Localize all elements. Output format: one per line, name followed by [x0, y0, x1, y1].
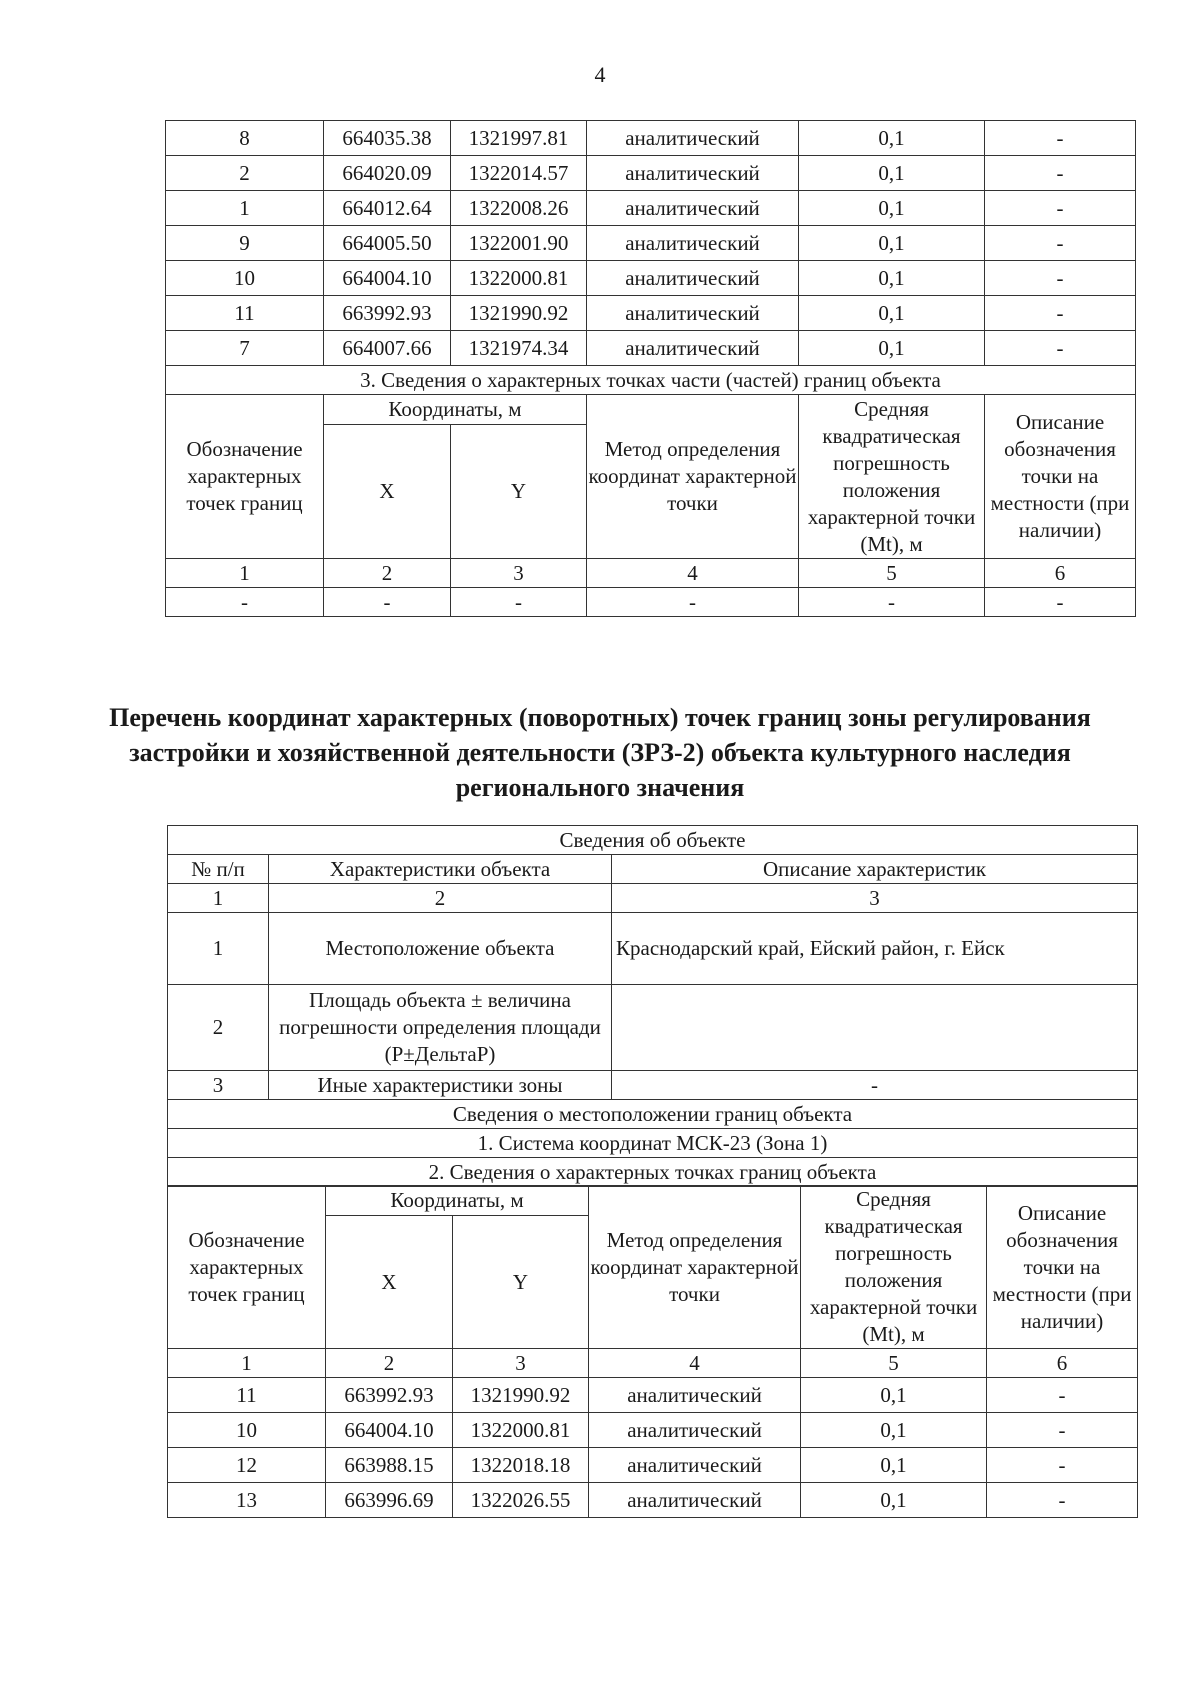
header-x: X [326, 1216, 453, 1349]
header-point: Обозначение характерных точек границ [166, 395, 324, 559]
page-title: Перечень координат характерных (поворотных) точек границ зоны регулирования застройки и хозяйственной деятельности (ЗРЗ-2) объекта культурного наследия регионального значения [109, 703, 1091, 802]
empty-cell: - [587, 588, 799, 617]
header-point: Обозначение характерных точек границ [168, 1186, 326, 1349]
coord-y: 1321990.92 [451, 296, 587, 331]
header-y: Y [453, 1216, 589, 1349]
description: - [985, 331, 1136, 366]
table-row [168, 1378, 1138, 1413]
mt: 0,1 [799, 156, 985, 191]
coord-system: 1. Система координат МСК-23 (Зона 1) [168, 1129, 1138, 1158]
point-id: 11 [168, 1378, 326, 1413]
row-number: 3 [168, 1071, 269, 1100]
mt: 0,1 [801, 1448, 987, 1483]
coord-y: 1322014.57 [451, 156, 587, 191]
method: аналитический [587, 296, 799, 331]
empty-cell: - [799, 588, 985, 617]
point-id: 8 [166, 121, 324, 156]
section-title: 3. Сведения о характерных точках части (частей) границ объекта [166, 366, 1136, 395]
coord-x: 664004.10 [326, 1413, 453, 1448]
header-desc: Описание обозначения точки на местности (при наличии) [985, 395, 1136, 559]
location-title: Сведения о местоположении границ объекта [168, 1100, 1138, 1129]
row-number: 1 [168, 913, 269, 985]
col-number: 6 [985, 559, 1136, 588]
point-id: 1 [166, 191, 324, 226]
mt: 0,1 [799, 226, 985, 261]
coord-x: 663996.69 [326, 1483, 453, 1518]
mt: 0,1 [801, 1378, 987, 1413]
header-x: X [324, 425, 451, 559]
header-mt: Средняя квадратическая погрешность положения характерной точки (Mt), м [801, 1186, 987, 1349]
point-id: 10 [168, 1413, 326, 1448]
mt: 0,1 [799, 296, 985, 331]
col-number: 2 [269, 884, 612, 913]
table-row [166, 121, 1136, 156]
empty-cell: - [985, 588, 1136, 617]
method: аналитический [587, 331, 799, 366]
coord-y: 1322018.18 [453, 1448, 589, 1483]
col-number: 1 [168, 1349, 326, 1378]
header-num: № п/п [168, 855, 269, 884]
col-number: 2 [326, 1349, 453, 1378]
method: аналитический [589, 1483, 801, 1518]
coord-y: 1321974.34 [451, 331, 587, 366]
characteristic-desc [612, 985, 1138, 1071]
table-row [166, 156, 1136, 191]
col-number: 5 [801, 1349, 987, 1378]
coord-y: 1322000.81 [451, 261, 587, 296]
header-coords: Координаты, м [326, 1186, 589, 1216]
description: - [985, 156, 1136, 191]
coord-y: 1322008.26 [451, 191, 587, 226]
method: аналитический [589, 1413, 801, 1448]
point-id: 9 [166, 226, 324, 261]
col-number: 2 [324, 559, 451, 588]
method: аналитический [589, 1378, 801, 1413]
coord-x: 663988.15 [326, 1448, 453, 1483]
method: аналитический [589, 1448, 801, 1483]
table-row [168, 1448, 1138, 1483]
characteristic: Иные характеристики зоны [269, 1071, 612, 1100]
coord-y: 1321990.92 [453, 1378, 589, 1413]
characteristic: Местоположение объекта [269, 913, 612, 985]
mt: 0,1 [801, 1483, 987, 1518]
table-row [168, 985, 1138, 1071]
description: - [985, 121, 1136, 156]
method: аналитический [587, 226, 799, 261]
table-row [166, 191, 1136, 226]
characteristic-desc: Краснодарский край, Ейский район, г. Ейск [612, 913, 1138, 985]
header-desc: Описание характеристик [612, 855, 1138, 884]
coord-x: 664005.50 [324, 226, 451, 261]
header-y: Y [451, 425, 587, 559]
col-number: 3 [451, 559, 587, 588]
table-row [168, 913, 1138, 985]
point-id: 13 [168, 1483, 326, 1518]
description: - [987, 1448, 1138, 1483]
table-row [168, 1483, 1138, 1518]
point-id: 11 [166, 296, 324, 331]
column-numbers-row [168, 884, 1138, 913]
empty-cell: - [166, 588, 324, 617]
coord-y: 1322001.90 [451, 226, 587, 261]
points-table-top [165, 120, 1136, 617]
mt: 0,1 [799, 331, 985, 366]
table-row [168, 1413, 1138, 1448]
method: аналитический [587, 156, 799, 191]
description: - [987, 1378, 1138, 1413]
row-number: 2 [168, 985, 269, 1071]
description: - [985, 261, 1136, 296]
coord-x: 663992.93 [326, 1378, 453, 1413]
coord-y: 1322026.55 [453, 1483, 589, 1518]
col-number: 1 [168, 884, 269, 913]
table-row [166, 588, 1136, 617]
method: аналитический [587, 261, 799, 296]
description: - [985, 226, 1136, 261]
table-row [166, 261, 1136, 296]
coord-y: 1321997.81 [451, 121, 587, 156]
table-row [166, 296, 1136, 331]
method: аналитический [587, 121, 799, 156]
header-desc: Описание обозначения точки на местности (при наличии) [987, 1186, 1138, 1349]
mt: 0,1 [801, 1413, 987, 1448]
point-id: 12 [168, 1448, 326, 1483]
coord-x: 664020.09 [324, 156, 451, 191]
coord-x: 664012.64 [324, 191, 451, 226]
page-number: 4 [594, 62, 606, 87]
mt: 0,1 [799, 121, 985, 156]
point-id: 2 [166, 156, 324, 191]
col-number: 4 [589, 1349, 801, 1378]
mt: 0,1 [799, 261, 985, 296]
header-method: Метод определения координат характерной точки [587, 395, 799, 559]
description: - [987, 1413, 1138, 1448]
characteristic: Площадь объекта ± величина погрешности определения площади (Р±ДельтаР) [269, 985, 612, 1071]
table-row [166, 226, 1136, 261]
col-number: 1 [166, 559, 324, 588]
object-info-table [167, 825, 1138, 1187]
point-id: 10 [166, 261, 324, 296]
point-id: 7 [166, 331, 324, 366]
description: - [985, 191, 1136, 226]
coord-x: 664007.66 [324, 331, 451, 366]
description: - [987, 1483, 1138, 1518]
characteristic-desc: - [612, 1071, 1138, 1100]
col-number: 3 [612, 884, 1138, 913]
description: - [985, 296, 1136, 331]
header-chars: Характеристики объекта [269, 855, 612, 884]
coord-x: 664004.10 [324, 261, 451, 296]
object-info-caption: Сведения об объекте [168, 826, 1138, 855]
empty-cell: - [324, 588, 451, 617]
mt: 0,1 [799, 191, 985, 226]
col-number: 6 [987, 1349, 1138, 1378]
table-row [168, 1071, 1138, 1100]
table-row [166, 331, 1136, 366]
section-title: 2. Сведения о характерных точках границ объекта [168, 1158, 1138, 1187]
coord-x: 664035.38 [324, 121, 451, 156]
coord-x: 663992.93 [324, 296, 451, 331]
header-method: Метод определения координат характерной точки [589, 1186, 801, 1349]
header-mt: Средняя квадратическая погрешность положения характерной точки (Mt), м [799, 395, 985, 559]
header-coords: Координаты, м [324, 395, 587, 425]
empty-cell: - [451, 588, 587, 617]
col-number: 4 [587, 559, 799, 588]
coord-y: 1322000.81 [453, 1413, 589, 1448]
column-numbers-row [166, 559, 1136, 588]
column-numbers-row [168, 1349, 1138, 1378]
points-table-bottom [167, 1185, 1138, 1518]
col-number: 3 [453, 1349, 589, 1378]
col-number: 5 [799, 559, 985, 588]
method: аналитический [587, 191, 799, 226]
